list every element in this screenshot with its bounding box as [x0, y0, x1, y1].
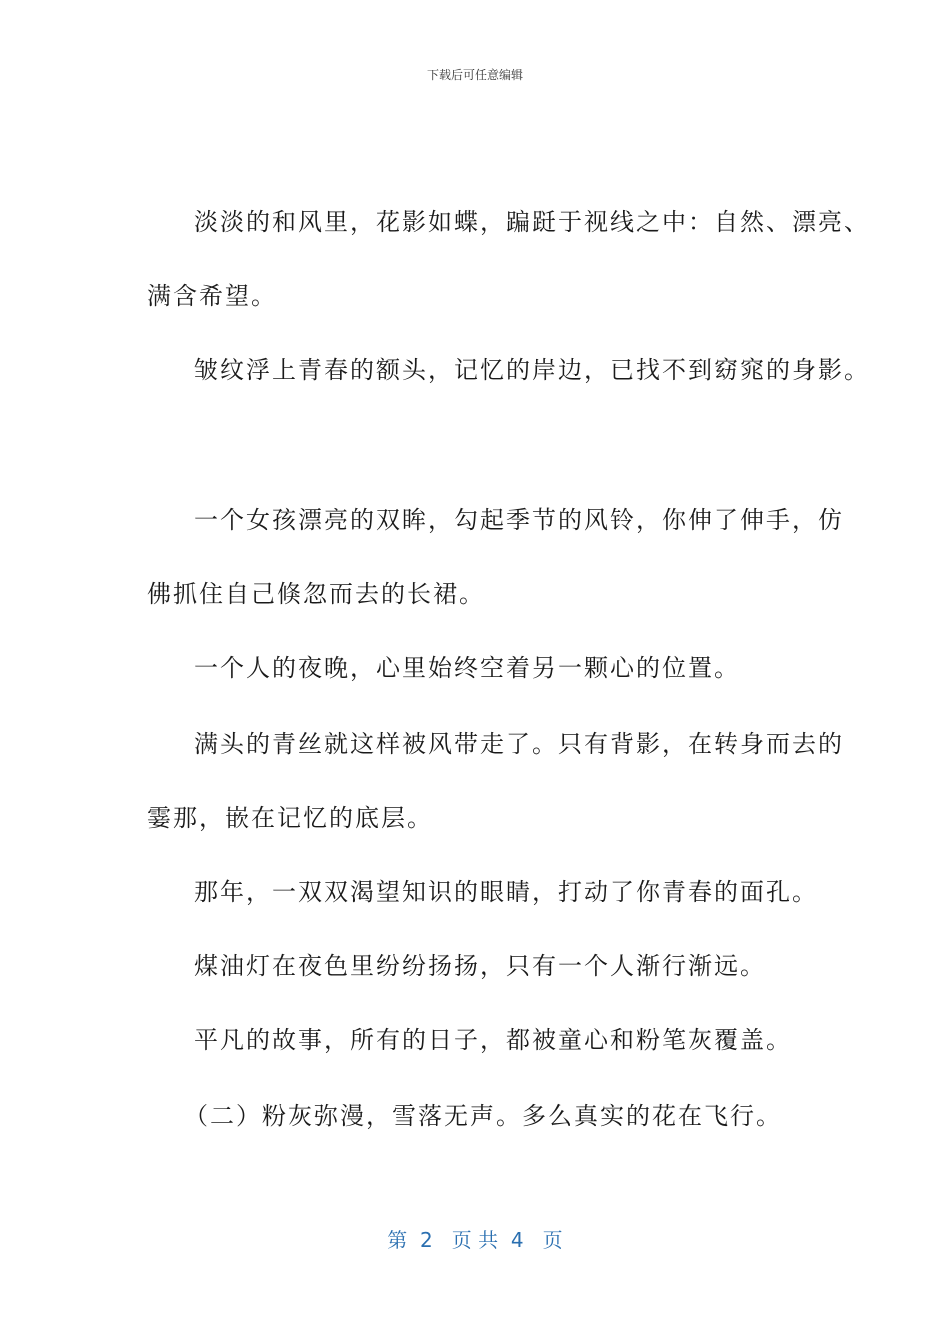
- paragraph-line: 煤油灯在夜色里纷纷扬扬，只有一个人渐行渐远。: [194, 952, 766, 980]
- page-number-footer: 第 2 页 共 4 页: [387, 1228, 563, 1252]
- paragraph-line: 那年，一双双渴望知识的眼睛，打动了你青春的面孔。: [194, 878, 818, 906]
- paragraph-line: 霎那，嵌在记忆的底层。: [147, 804, 433, 832]
- paragraph-line: 平凡的故事，所有的日子，都被童心和粉笔灰覆盖。: [194, 1026, 792, 1054]
- paragraph-line: 满头的青丝就这样被风带走了。只有背影，在转身而去的: [194, 730, 844, 758]
- paragraph-line: 佛抓住自己倏忽而去的长裙。: [147, 580, 485, 608]
- paragraph-line: 满含希望。: [147, 282, 277, 310]
- paragraph-line: 淡淡的和风里，花影如蝶，蹁跹于视线之中：自然、漂亮、: [194, 208, 870, 236]
- paragraph-line: （二）粉灰弥漫，雪落无声。多么真实的花在飞行。: [184, 1102, 782, 1130]
- paragraph-line: 一个人的夜晚，心里始终空着另一颗心的位置。: [194, 654, 740, 682]
- header-note: 下载后可任意编辑: [426, 68, 523, 82]
- paragraph-line: 一个女孩漂亮的双眸，勾起季节的风铃，你伸了伸手，仿: [194, 506, 844, 534]
- paragraph-line: 皱纹浮上青春的额头，记忆的岸边，已找不到窈窕的身影。: [194, 356, 870, 384]
